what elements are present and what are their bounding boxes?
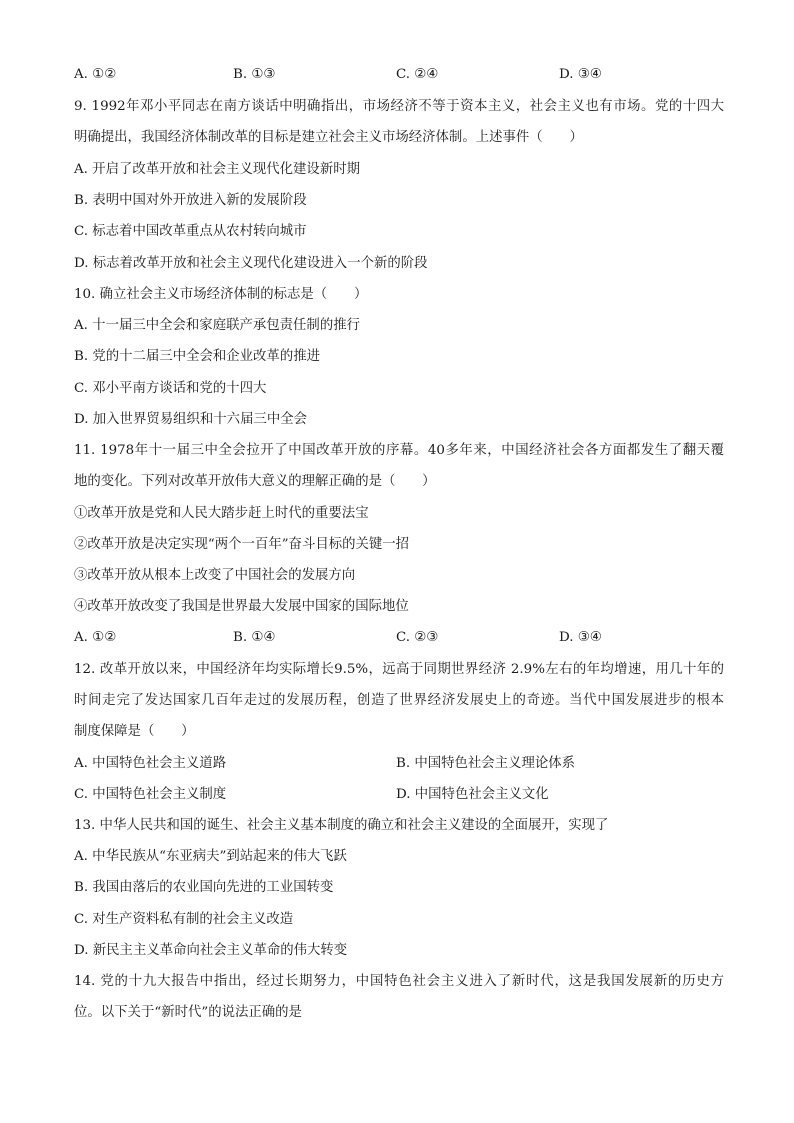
q9-option-b: B. 表明中国对外开放进入新的发展阶段 bbox=[74, 193, 307, 208]
q11-option-b: B. ①④ bbox=[233, 630, 276, 645]
q13-stem: 13. 中华人民共和国的诞生、社会主义基本制度的确立和社会主义建设的全面展开，实现了 bbox=[74, 818, 609, 833]
q9-option-d: D. 标志着改革开放和社会主义现代化建设进入一个新的阶段 bbox=[74, 256, 428, 271]
q14-stem-line-1: 14. 党的十九大报告中指出，经过长期努力，中国特色社会主义进入了新时代，这是我国发展新的历史方 bbox=[74, 974, 724, 989]
q10-option-d: D. 加入世界贸易组织和十六届三中全会 bbox=[74, 412, 308, 427]
q13-option-c: C. 对生产资料私有制的社会主义改造 bbox=[74, 912, 294, 927]
q11-option-d: D. ③④ bbox=[559, 630, 602, 645]
q13-option-d: D. 新民主主义革命向社会主义革命的伟大转变 bbox=[74, 943, 348, 958]
q11-option-a: A. ①② bbox=[74, 630, 117, 645]
q8-option-a: A. ①② bbox=[74, 67, 117, 82]
q12-option-d: D. 中国特色社会主义文化 bbox=[396, 787, 549, 802]
q12-option-a: A. 中国特色社会主义道路 bbox=[74, 756, 227, 771]
q9-option-c: C. 标志着中国改革重点从农村转向城市 bbox=[74, 224, 307, 239]
q10-stem: 10. 确立社会主义市场经济体制的标志是（ ） bbox=[74, 287, 368, 302]
q8-option-b: B. ①③ bbox=[233, 67, 276, 82]
q11-option-c: C. ②③ bbox=[396, 630, 439, 645]
q9-stem-line-1: 9. 1992年邓小平同志在南方谈话中明确指出，市场经济不等于资本主义，社会主义也有市场。党的十四大 bbox=[74, 99, 724, 114]
q11-statement-4: ④改革开放改变了我国是世界最大发展中国家的国际地位 bbox=[74, 599, 409, 614]
q11-stem-line-2: 地的变化。下列对改革开放伟大意义的理解正确的是（ ） bbox=[74, 474, 436, 489]
q8-option-d: D. ③④ bbox=[559, 67, 602, 82]
q12-stem-line-1: 12. 改革开放以来，中国经济年均实际增长9.5%，远高于同期世界经济 2.9%左右的年均增速，用几十年的 bbox=[74, 662, 724, 677]
q11-statement-3: ③改革开放从根本上改变了中国社会的发展方向 bbox=[74, 568, 356, 583]
q13-option-b: B. 我国由落后的农业国向先进的工业国转变 bbox=[74, 880, 334, 895]
q11-stem-line-1: 11. 1978年十一届三中全会拉开了中国改革开放的序幕。40多年来，中国经济社会各方面都发生了翻天覆 bbox=[74, 443, 724, 458]
q10-option-b: B. 党的十二届三中全会和企业改革的推进 bbox=[74, 349, 320, 364]
q8-option-c: C. ②④ bbox=[396, 67, 439, 82]
q12-option-b: B. 中国特色社会主义理论体系 bbox=[396, 756, 576, 771]
q10-option-c: C. 邓小平南方谈话和党的十四大 bbox=[74, 381, 267, 396]
q13-option-a: A. 中华民族从“东亚病夫”到站起来的伟大飞跃 bbox=[74, 849, 347, 864]
q14-stem-line-2: 位。以下关于“新时代”的说法正确的是 bbox=[74, 1005, 302, 1020]
q10-option-a: A. 十一届三中全会和家庭联产承包责任制的推行 bbox=[74, 318, 360, 333]
q12-option-c: C. 中国特色社会主义制度 bbox=[74, 787, 227, 802]
q9-stem-line-2: 明确提出，我国经济体制改革的目标是建立社会主义市场经济体制。上述事件（ ） bbox=[74, 130, 583, 145]
q9-option-a: A. 开启了改革开放和社会主义现代化建设新时期 bbox=[74, 162, 360, 177]
q11-statement-2: ②改革开放是决定实现“两个一百年”奋斗目标的关键一招 bbox=[74, 537, 410, 552]
q12-stem-line-2: 时间走完了发达国家几百年走过的发展历程，创造了世界经济发展史上的奇迹。当代中国发展进步的根本 bbox=[74, 693, 724, 708]
q12-stem-line-3: 制度保障是（ ） bbox=[74, 724, 195, 739]
q11-statement-1: ①改革开放是党和人民大踏步赶上时代的重要法宝 bbox=[74, 506, 369, 521]
